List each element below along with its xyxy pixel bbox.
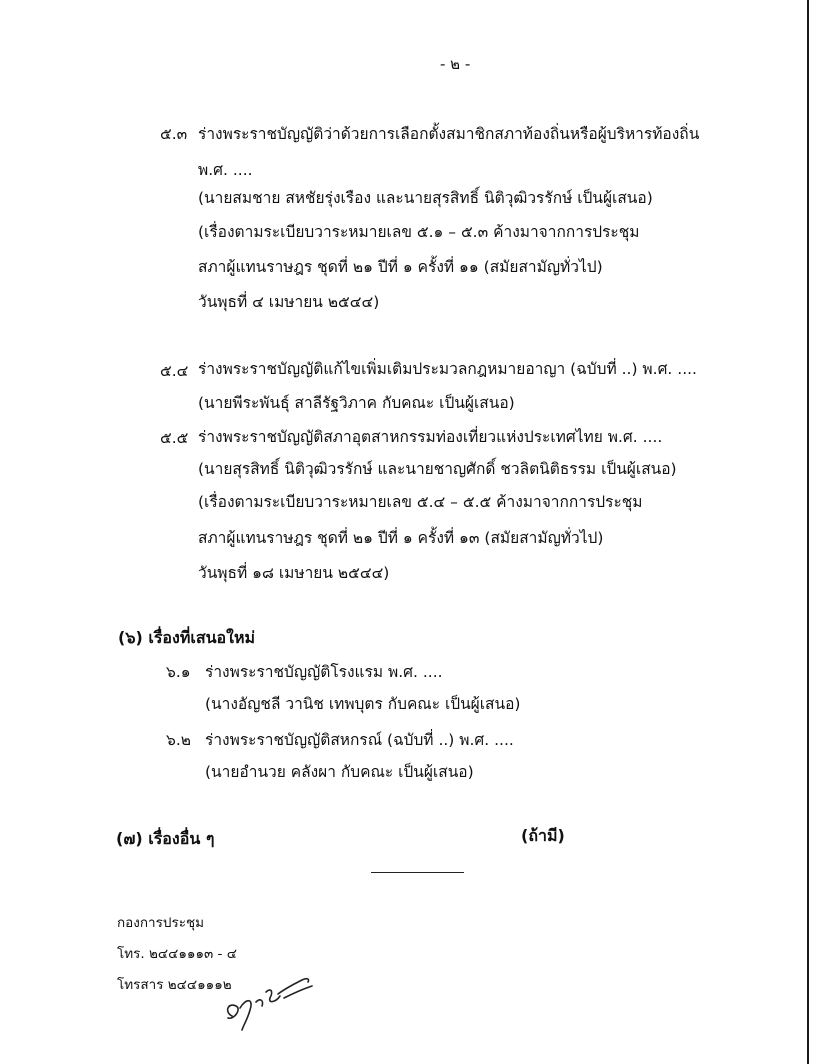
footer-office: กองการประชุม	[117, 915, 205, 931]
agenda-item-note: วันพุธที่ ๑๘ เมษายน ๒๕๔๔)	[198, 564, 390, 582]
agenda-item-proposer: (นายสุรสิทธิ์ นิติวุฒิวรรักษ์ และนายชาญศักดิ์ ชวลิตนิติธรรม เป็นผู้เสนอ)	[198, 460, 677, 478]
agenda-item-proposer: (นายอำนวย คลังผา กับคณะ เป็นผู้เสนอ)	[205, 763, 474, 781]
agenda-item-note: วันพุธที่ ๔ เมษายน ๒๕๔๔)	[198, 293, 380, 311]
agenda-item-number: ๖.๑	[166, 663, 191, 681]
page-edge-border	[807, 0, 809, 1064]
agenda-item-note: สภาผู้แทนราษฎร ชุดที่ ๒๑ ปีที่ ๑ ครั้งที่ ๑๓ (สมัยสามัญทั่วไป)	[198, 529, 604, 547]
agenda-item-title: ร่างพระราชบัญญัติว่าด้วยการเลือกตั้งสมาชิกสภาท้องถิ่นหรือผู้บริหารท้องถิ่น	[198, 125, 700, 143]
handwritten-signature	[220, 968, 320, 1038]
page-number: - ๒ -	[440, 55, 471, 73]
agenda-item-note: (เรื่องตามระเบียบวาระหมายเลข ๕.๑ – ๕.๓ ค้างมาจากการประชุม	[198, 223, 640, 241]
section-heading: (๗) เรื่องอื่น ๆ	[116, 829, 215, 848]
agenda-item-title: ร่างพระราชบัญญัติสหกรณ์ (ฉบับที่ ..) พ.ศ. ....	[205, 731, 514, 749]
footer-fax: โทรสาร ๒๔๔๑๑๑๒	[117, 977, 232, 993]
footer-phone: โทร. ๒๔๔๑๑๑๓ - ๔	[117, 946, 237, 962]
section-qualifier: (ถ้ามี)	[521, 826, 565, 845]
agenda-item-note: สภาผู้แทนราษฎร ชุดที่ ๒๑ ปีที่ ๑ ครั้งที่ ๑๑ (สมัยสามัญทั่วไป)	[198, 258, 603, 276]
agenda-item-proposer: (นางอัญชลี วานิช เทพบุตร กับคณะ เป็นผู้เสนอ)	[205, 695, 521, 713]
agenda-item-title: ร่างพระราชบัญญัติสภาอุตสาหกรรมท่องเที่ยวแห่งประเทศไทย พ.ศ. ....	[198, 428, 663, 446]
section-heading: (๖) เรื่องที่เสนอใหม่	[118, 628, 256, 647]
agenda-item-title-continued: พ.ศ. ....	[198, 161, 253, 179]
agenda-item-number: ๕.๓	[160, 125, 188, 143]
agenda-item-note: (เรื่องตามระเบียบวาระหมายเลข ๕.๔ – ๕.๕ ค้างมาจากการประชุม	[198, 493, 643, 511]
agenda-item-number: ๕.๔	[160, 362, 189, 380]
agenda-item-number: ๕.๕	[160, 429, 189, 447]
divider	[371, 872, 464, 873]
agenda-item-title: ร่างพระราชบัญญัติแก้ไขเพิ่มเติมประมวลกฎหมายอาญา (ฉบับที่ ..) พ.ศ. ....	[198, 360, 697, 378]
agenda-item-title: ร่างพระราชบัญญัติโรงแรม พ.ศ. ....	[205, 663, 443, 681]
agenda-item-number: ๖.๒	[166, 731, 191, 749]
agenda-item-proposer: (นายสมชาย สหชัยรุ่งเรือง และนายสุรสิทธิ์ นิติวุฒิวรรักษ์ เป็นผู้เสนอ)	[198, 189, 653, 207]
agenda-item-proposer: (นายพีระพันธุ์ สาลีรัฐวิภาค กับคณะ เป็นผู้เสนอ)	[198, 394, 515, 412]
